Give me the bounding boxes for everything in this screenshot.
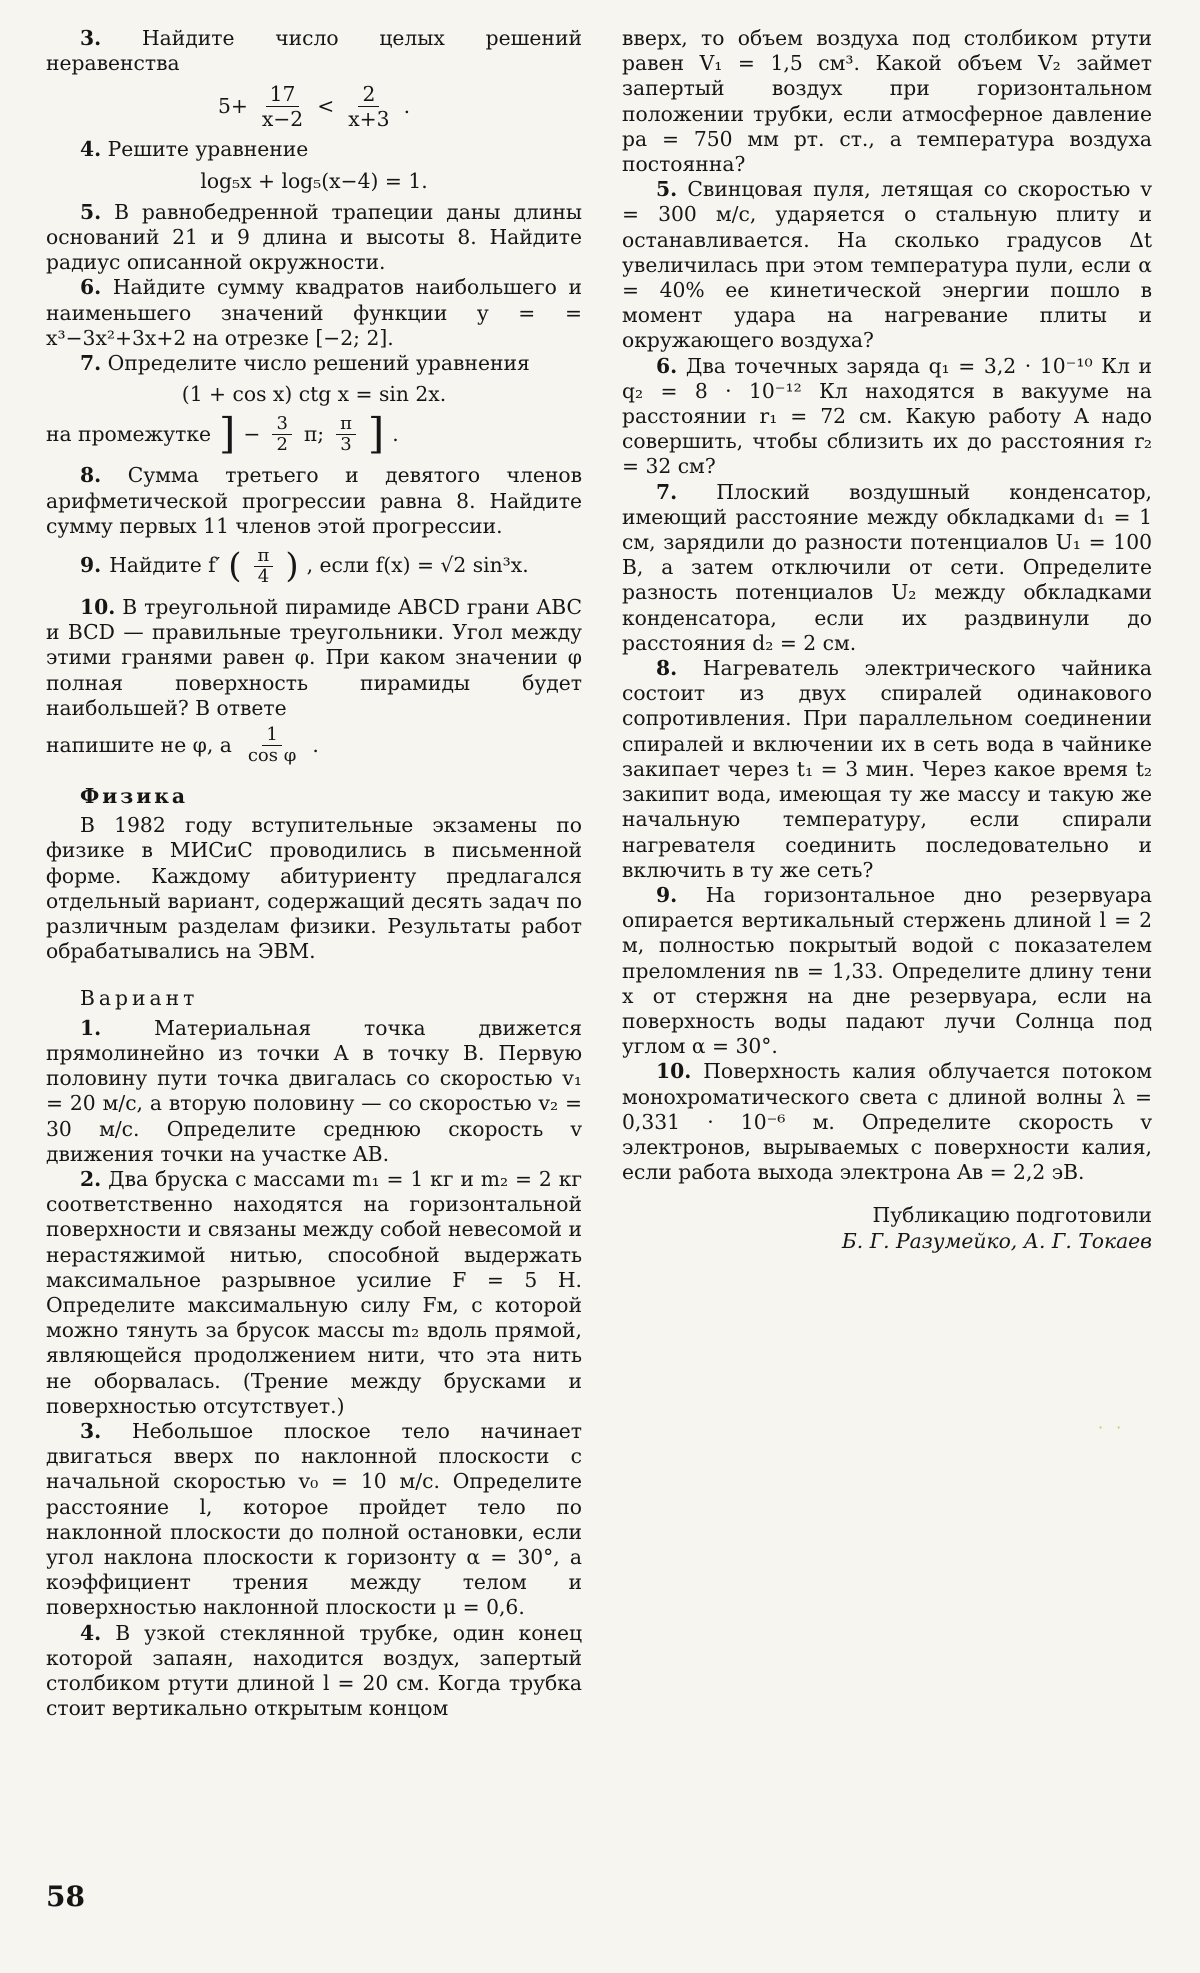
physics-problem-9: 9. На горизонтальное дно резервуара опирается вертикальный стержень длиной l = 2 м, полностью покрытый водой с показателем преломления nв = 1,33. Определите длину тени x от стержня на дне резервуара, если на поверхность воды падают лучи Солнца под углом α = 30°. [622,882,1152,1059]
physics-problem-2: 2. Два бруска с массами m₁ = 1 кг и m₂ = 2 кг соответственно находятся на горизонтальной поверхности и связаны между собой невесомой и нерастяжимой нитью, способной выдержать максимальное разрывное усилие F = 5 Н. Определите максимальную силу Fм, с которой можно тянуть за брусок массы m₂ вдоль прямой, являющейся продолжением нити, что эта нить не оборвалась. (Трение между брусками и поверхностью отсутствует.) [46,1166,583,1418]
math-problem-4: 4. Решите уравнение [80,137,309,162]
physics-problem-1: 1. Материальная точка движется прямолинейно из точки A в точку B. Первую половину пути точка двигалась со скоростью v₁ = 20 м/с, а вторую половину — со скоростью v₂ = 30 м/с. Определите среднюю скорость v движения точки на участке AB. [46,1015,582,1166]
equation: (1 + cos x) ctg x = sin 2x. [181,382,447,407]
physics-problem-3: 3. Небольшое плоское тело начинает двигаться вверх по наклонной плоскости с начальной скоростью v₀ = 10 м/с. Определите расстояние l, которое пройдет тело по наклонной плоскости до полной остановки, если угол наклона плоскости к горизонту α = 30°, а коэффициент трения между телом и поверхностью наклонной плоскости μ = 0,6. [46,1418,582,1620]
credits-authors: Б. Г. Разумейко, А. Г. Токаев [841,1228,1152,1253]
math-problem-3: 3. Найдите число целых решений неравенства [46,26,582,76]
fraction: $\frac{\pi}{3}$ [336,414,356,455]
left-column [46,26,582,1721]
fraction: $\frac{3}{2}$ [272,414,291,455]
math-problem-10: 10. В треугольной пирамиде ABCD грани ABC и BCD — правильные треугольники. Угол между этими гранями равен φ. При каком значении φ полная поверхность пирамиды будет наибольшей? В ответе [46,595,582,720]
page-number: 58 [46,1880,85,1913]
interval: на промежутке ] − $\frac{3}{2}$ π; $\frac{\pi}{3}$ ] . [46,409,399,459]
math-problem-7: 7. Определите число решений уравнения [80,351,530,376]
fraction: $\frac{1}{\text{cos φ}}$ [247,724,297,767]
equation: log₅x + log₅(x−4) = 1. [200,168,428,193]
fraction: $\frac{2}{x+3}$ [348,82,390,132]
answer-format: напишите не φ, а $\frac{1}{\text{cos φ}}$ . [46,724,319,767]
right-column [622,26,1152,1254]
physics-problem-7: 7. Плоский воздушный конденсатор, имеющий расстояние между обкладками d₁ = 1 см, зарядили до разности потенциалов U₁ = 100 В, а затем отключили от сети. Определите разность потенциалов U₂ между обкладками конденсатора, если их раздвинули до расстояния d₂ = 2 см. [622,479,1152,655]
math-problem-6: 6. Найдите сумму квадратов наибольшего и наименьшего значений функции y = = x³−3x²+3x+2 на отрезке [−2; 2]. [46,275,582,350]
physics-problem-4: 4. В узкой стеклянной трубке, один конец которой запаян, находится воздух, запертый столбиком ртути длиной l = 20 см. Когда трубка стоит вертикально открытым концом [46,1620,582,1721]
credits: Публикацию подготовили [872,1203,1152,1228]
section-heading-physics: Физика [80,784,189,809]
variant-heading: Вариант [80,986,199,1011]
physics-problem-4-continued: вверх, то объем воздуха под столбиком ртути равен V₁ = 1,5 см³. Какой объем V₂ займет запертый воздух при горизонтальном положении трубки, если атмосферное давление pа = 750 мм рт. ст., а температура воздуха постоянна? [622,26,1152,177]
math-problem-5: 5. В равнобедренной трапеции даны длины оснований 21 и 9 длина и высоты 8. Найдите радиус описанной окружности. [46,199,582,275]
inequality: 5+ $\frac{17}{x-2}$ < $\frac{2}{x+3}$ . [217,82,411,132]
physics-problem-6: 6. Два точечных заряда q₁ = 3,2 · 10⁻¹⁰ Кл и q₂ = 8 · 10⁻¹² Кл находятся в вакууме на расстоянии r₁ = 72 см. Какую работу A надо совершить, чтобы сблизить их до расстояния r₂ = 32 см? [622,353,1152,479]
fraction: $\frac{\pi}{4}$ [254,546,274,587]
physics-problem-8: 8. Нагреватель электрического чайника состоит из двух спиралей одинакового сопротивления. При параллельном соединении спиралей и включении их в сеть вода в чайнике закипает через t₁ = 3 мин. Через какое время t₂ закипит вода, имеющая ту же массу и такую же начальную температуру, если спирали нагревателя соединить последовательно и включить в ту же сеть? [622,656,1152,882]
math-problem-9: 9. Найдите f′ ( $\frac{\pi}{4}$ ) , если f(x) = √2 sin³x. [80,544,529,587]
physics-problem-5: 5. Свинцовая пуля, летящая со скоростью v = 300 м/с, ударяется о стальную плиту и останавливается. На сколько градусов Δt увеличилась при этом температура пули, если α = 40% ее кинетической энергии пошло в момент удара на нагревание плиты и окружающего воздуха? [622,177,1152,353]
stray-mark: · · [1098,1418,1126,1437]
math-problem-8: 8. Сумма третьего и девятого членов арифметической прогрессии равна 8. Найдите сумму первых 11 членов этой прогрессии. [46,463,582,538]
physics-intro: В 1982 году вступительные экзамены по физике в МИСиС проводились в письменной форме. Каждому абитуриенту предлагался отдельный вариант, содержащий десять задач по различным разделам физики. Результаты работ обрабатывались на ЭВМ. [46,813,582,964]
physics-problem-10: 10. Поверхность калия облучается потоком монохроматического света с длиной волны λ = 0,331 · 10⁻⁶ м. Определите скорость v электронов, вырываемых с поверхности калия, если работа выхода электрона Aв = 2,2 эВ. [622,1059,1152,1185]
fraction: $\frac{17}{x-2}$ [261,82,304,132]
